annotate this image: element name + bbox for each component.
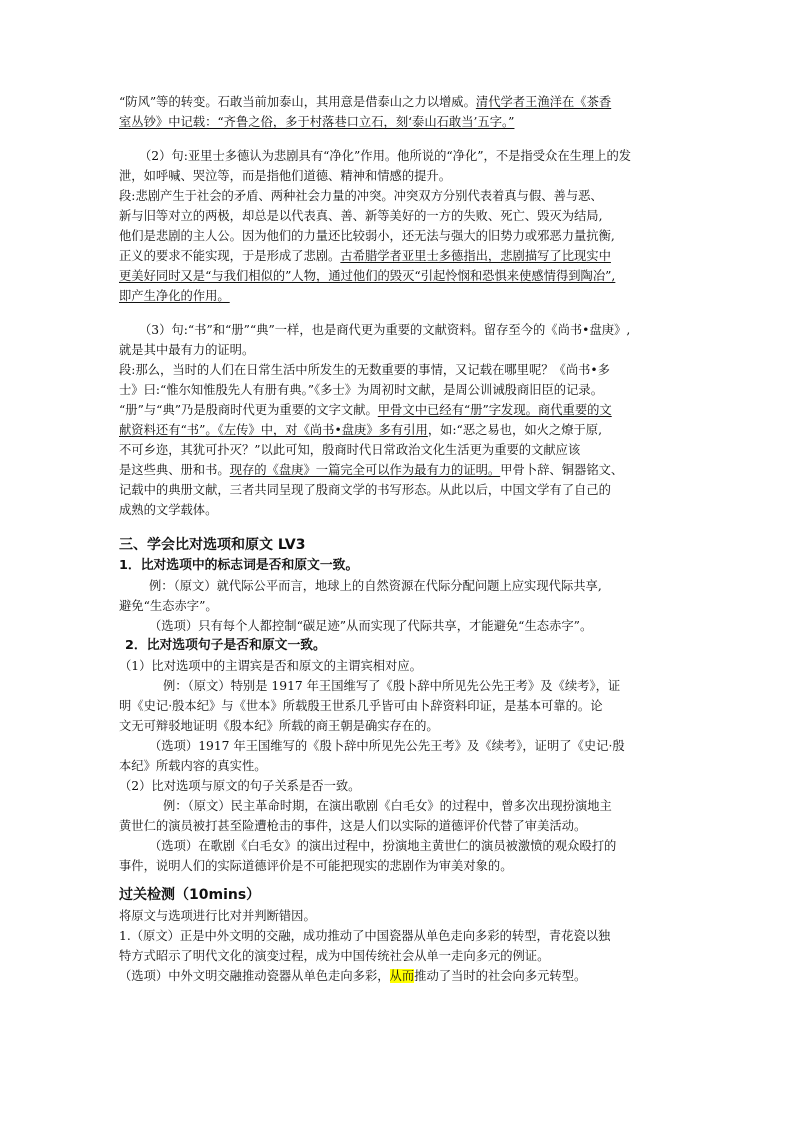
text-line: 段:那么，当时的人们在日常生活中所发生的无数重要的事情，又记载在哪里呢？《尚书•多 [119, 363, 610, 377]
text-line: “册”与“典”乃是殷商时代更为重要的文字文献。甲骨文中已经有“册”字发现。商代重要的文 [119, 403, 612, 417]
option-line: （选项）中外文明交融推动瓷器从单色走向多彩，从而推动了当时的社会向多元转型。 [119, 969, 587, 983]
underlined-text: 更美好同时又是“与我们相似的”人物，通过他们的毁灭“引起怜悯和恐惧来使感情得到陶冶”, [119, 269, 616, 283]
example-line: 明《史记·殷本纪》与《世本》所载殷王世系几乎皆可由卜辞资料印证，是基本可靠的。论 [119, 699, 603, 713]
option-line: 本纪》所载内容的真实性。 [119, 759, 267, 773]
paragraph-catharsis [119, 146, 679, 306]
option-line: 事件，说明人们的实际道德评价是不可能把现实的悲剧作为审美对象的。 [119, 859, 513, 873]
text-line: 新与旧等对立的两极，却总是以代表真、善、新等美好的一方的失败、死亡、毁灭为结局, [119, 209, 603, 223]
example-line: 例：（原文）特别是 1917 年王国维写了《殷卜辞中所见先公先王考》及《续考》，证 [163, 679, 621, 693]
paragraph-stone-tablet [119, 92, 679, 132]
example-line: 黄世仁的演员被打甚至险遭枪击的事件，这是人们以实际的道德评价代替了审美活动。 [119, 819, 587, 833]
subheading: 2．比对选项句子是否和原文一致。 [125, 638, 326, 653]
highlighted-text: 从而 [389, 969, 415, 983]
underlined-text: 即产生净化的作用。 [119, 289, 230, 303]
underlined-text: 献资料还有“书”。 [119, 423, 218, 437]
text-line: 就是其中最有力的证明。 [119, 343, 255, 357]
option-line: （选项）只有每个人都控制“碳足迹”从而实现了代际共享，才能避免“生态赤字”。 [149, 619, 593, 633]
example-line: 例：（原文）就代际公平而言，地球上的自然资源在代际分配问题上应实现代际共享, [149, 579, 602, 593]
underlined-text: 现存的《盘庚》一篇完全可以作为最有力的证明。 [229, 463, 501, 477]
subheading: 1．比对选项中的标志词是否和原文一致。 [119, 558, 359, 573]
text-line: （3）句:“书”和“册”“典”一样，也是商代更为重要的文献资料。留存至今的《尚书•盘庚》, [139, 323, 631, 337]
point-line: （2）比对选项与原文的句子关系是否一致。 [119, 779, 361, 793]
question-line: 1.（原文）正是中外文明的交融，成功推动了中国瓷器从单色走向多彩的转型，青花瓷以独 [119, 929, 611, 943]
text-line: 成熟的文学载体。 [119, 503, 218, 517]
example-line: 避免“生态赤字”。 [119, 599, 218, 613]
underlined-text: 古希腊学者亚里士多德指出，悲剧描写了比现实中 [340, 249, 611, 263]
text-line: 他们是悲剧的主人公。因为他们的力量还比较弱小，还无法与强大的旧势力或邪恶力量抗衡, [119, 229, 615, 243]
example-line: 例：（原文）民主革命时期，在演出歌剧《白毛女》的过程中，曾多次出现扮演地主 [163, 799, 612, 813]
section-heading: 过关检测（10mins） [119, 887, 261, 903]
paragraph-shang-documents [119, 320, 679, 520]
underlined-text: 《左传》中，对《尚书•盘庚》多有引用 [217, 423, 428, 437]
text-line: 泄，如呼喊、哭泣等，而是指他们道德、精神和情感的提升。 [119, 169, 452, 183]
section-compare-options [119, 534, 679, 876]
text-line: 记载中的典册文献，三者共同呈现了殷商文学的书写形态。从此以后，中国文学有了自己的 [119, 483, 611, 497]
underlined-text: 甲骨文中已经有“册”字发现。商代重要的文 [377, 403, 612, 417]
point-line: （1）比对选项中的主谓宾是否和原文的主谓宾相对应。 [119, 659, 422, 673]
instruction-line: 将原文与选项进行比对并判断错因。 [119, 909, 316, 923]
text-line: 不可乡迩，其犹可扑灭？”以此可知，殷商时代日常政治文化生活更为重要的文献应该 [119, 443, 581, 457]
option-line: （选项）1917 年王国维写的《殷卜辞中所见先公先王考》及《续考》，证明了《史记·殷 [149, 739, 625, 753]
section-checkpoint [119, 884, 679, 986]
example-line: 文无可辩驳地证明《殷本纪》所载的商王朝是确实存在的。 [119, 719, 439, 733]
text-line: 是这些典、册和书。现存的《盘庚》一篇完全可以作为最有力的证明。甲骨卜辞、铜器铭文、 [119, 463, 624, 477]
text-line: 士》曰:“惟尔知惟殷先人有册有典。”《多士》为周初时文献，是周公训诫殷商旧臣的记录。 [119, 383, 603, 397]
option-line: （选项）在歌剧《白毛女》的演出过程中，扮演地主黄世仁的演员被激愤的观众殴打的 [149, 839, 617, 853]
question-line: 特方式昭示了明代文化的演变过程，成为中国传统社会从单一走向多元的例证。 [119, 949, 550, 963]
text-line: （2）句:亚里士多德认为悲剧具有“净化”作用。他所说的“净化”，不是指受众在生理上的发 [139, 149, 632, 163]
text-line: 段:悲剧产生于社会的矛盾、两种社会力量的冲突。冲突双方分别代表着真与假、善与恶、 [119, 189, 603, 203]
text-line: 献资料还有“书”。《左传》中，对《尚书•盘庚》多有引用，如:“恶之易也，如火之燎于原, [119, 423, 603, 437]
underlined-text: 清代学者王渔洋在《茶香 [475, 95, 612, 109]
document-page [119, 92, 679, 986]
underlined-text: 室丛钞》中记载：“齐鲁之俗，多于村落巷口立石，刻‘泰山石敢当’五字。” [119, 115, 515, 129]
text-line: 正义的要求不能实现，于是形成了悲剧。古希腊学者亚里士多德指出，悲剧描写了比现实中 [119, 249, 611, 263]
text-line: “防风”等的转变。石敢当前加泰山，其用意是借泰山之力以增威。清代学者王渔洋在《茶香 [119, 95, 612, 109]
section-heading: 三、学会比对选项和原文 LV3 [119, 537, 306, 553]
